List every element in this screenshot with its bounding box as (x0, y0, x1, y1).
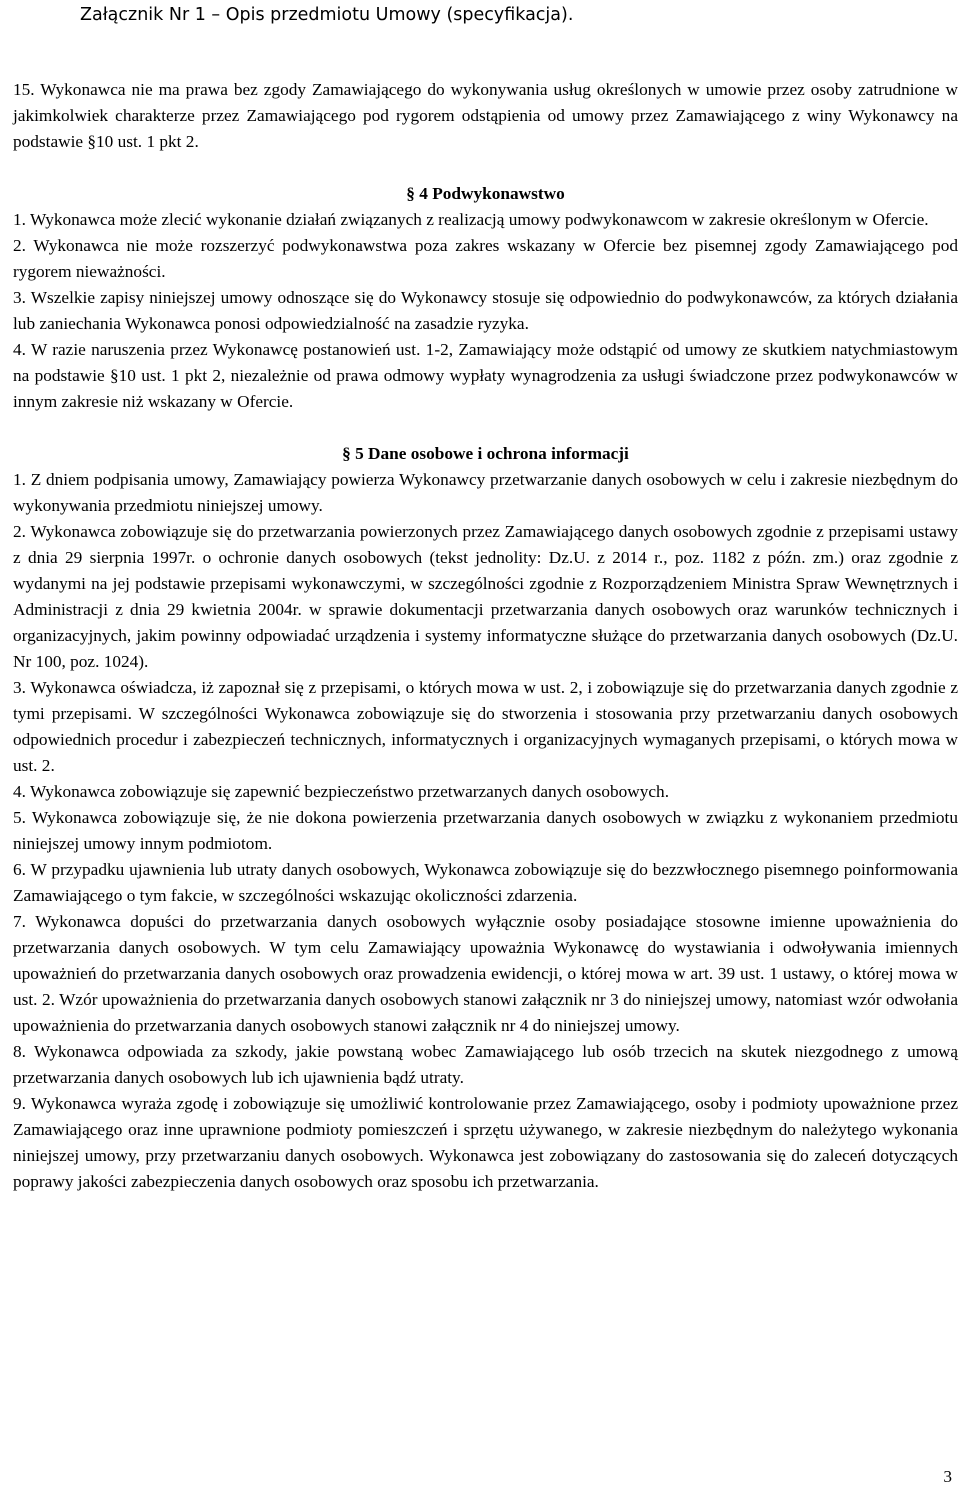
section5-item-2: 2. Wykonawca zobowiązuje się do przetwarzania powierzonych przez Zamawiającego danych osobowych zgodnie z przepisami ustawy z dnia 29 sierpnia 1997r. o ochronie danych osobowych (tekst jednolity: Dz.U. z 2014 r., poz. 1182 z późn. zm.) oraz zgodnie z wydanymi na jej podstawie przepisami wykonawczymi, w szczególności zgodnie z Rozporządzeniem Ministra Spraw Wewnętrznych i Administracji z dnia 29 kwietnia 2004r. w sprawie dokumentacji przetwarzania danych osobowych oraz warunków technicznych i organizacyjnych, jakim powinny odpowiadać urządzenia i systemy informatyczne służące do przetwarzania danych osobowych (Dz.U. Nr 100, poz. 1024). (13, 522, 958, 671)
section4-item-2: 2. Wykonawca nie może rozszerzyć podwykonawstwa poza zakres wskazany w Ofercie bez pisemnej zgody Zamawiającego pod rygorem nieważności. (13, 236, 958, 281)
section-heading-dane-osobowe: § 5 Dane osobowe i ochrona informacji (342, 444, 629, 463)
document-header: Załącznik Nr 1 – Opis przedmiotu Umowy (specyfikacja). (80, 5, 574, 25)
section5-item-7: 7. Wykonawca dopuści do przetwarzania danych osobowych wyłącznie osoby posiadające stosowne imienne upoważnienia do przetwarzania danych osobowych. W tym celu Zamawiający upoważnia Wykonawcę do wystawiania i odwoływania imiennych upoważnień do przetwarzania danych osobowych oraz prowadzenia ewidencji, o której mowa w art. 39 ust. 1 ustawy, o której mowa w ust. 2. Wzór upoważnienia do przetwarzania danych osobowych stanowi załącznik nr 3 do niniejszej umowy, natomiast wzór odwołania upoważnienia do przetwarzania danych osobowych stanowi załącznik nr 4 do niniejszej umowy. (13, 912, 958, 1035)
section4-item-4: 4. W razie naruszenia przez Wykonawcę postanowień ust. 1-2, Zamawiający może odstąpić od umowy ze skutkiem natychmiastowym na podstawie §10 ust. 1 pkt 2, niezależnie od prawa odmowy wypłaty wynagrodzenia za usługi świadczone przez podwykonawców w innym zakresie niż wskazany w Ofercie. (13, 340, 958, 411)
spacer (13, 415, 958, 441)
section4-item-3: 3. Wszelkie zapisy niniejszej umowy odnoszące się do Wykonawcy stosuje się odpowiednio do podwykonawców, za których działania lub zaniechania Wykonawca ponosi odpowiedzialność na zasadzie ryzyka. (13, 288, 958, 333)
page-number: 3 (943, 1467, 952, 1486)
section5-item-6: 6. W przypadku ujawnienia lub utraty danych osobowych, Wykonawca zobowiązuje się do bezzwłocznego pisemnego poinformowania Zamawiającego o tym fakcie, w szczególności wskazując okoliczności zdarzenia. (13, 860, 958, 905)
section5-item-4: 4. Wykonawca zobowiązuje się zapewnić bezpieczeństwo przetwarzanych danych osobowych. (13, 782, 670, 801)
section5-item-9: 9. Wykonawca wyraża zgodę i zobowiązuje się umożliwić kontrolowanie przez Zamawiającego, osoby i podmioty upoważnione przez Zamawiającego oraz inne uprawnione podmioty pomieszczeń i sprzętu używanego, w zakresie niezbędnym do należytego wykonania niniejszej umowy, przy przetwarzaniu danych osobowych. Wykonawca jest zobowiązany do zastosowania się do zaleceń dotyczących poprawy jakości zabezpieczenia danych osobowych oraz sposobu ich przetwarzania. (13, 1094, 958, 1191)
paragraph-15: 15. Wykonawca nie ma prawa bez zgody Zamawiającego do wykonywania usług określonych w umowie przez osoby zatrudnione w jakimkolwiek charakterze przez Zamawiającego pod rygorem odstąpienia od umowy przez Zamawiającego z winy Wykonawcy na podstawie §10 ust. 1 pkt 2. (13, 80, 958, 151)
section5-item-5: 5. Wykonawca zobowiązuje się, że nie dokona powierzenia przetwarzania danych osobowych w związku z wykonaniem przedmiotu niniejszej umowy innym podmiotom. (13, 808, 958, 853)
section5-item-1: 1. Z dniem podpisania umowy, Zamawiający powierza Wykonawcy przetwarzanie danych osobowych w celu i zakresie niezbędnym do wykonywania przedmiotu niniejszej umowy. (13, 470, 958, 515)
spacer (13, 155, 958, 181)
document-body (13, 77, 958, 1195)
section-heading-podwykonawstwo: § 4 Podwykonawstwo (406, 184, 565, 203)
section4-item-1: 1. Wykonawca może zlecić wykonanie działań związanych z realizacją umowy podwykonawcom w zakresie określonym w Ofercie. (13, 210, 929, 229)
section5-item-3: 3. Wykonawca oświadcza, iż zapoznał się z przepisami, o których mowa w ust. 2, i zobowiązuje się do przetwarzania danych zgodnie z tymi przepisami. W szczególności Wykonawca zobowiązuje się do stworzenia i stosowania przy przetwarzaniu danych osobowych odpowiednich procedur i zabezpieczeń technicznych, informatycznych i organizacyjnych wymaganych przepisami, o których mowa w ust. 2. (13, 678, 958, 775)
section5-item-8: 8. Wykonawca odpowiada za szkody, jakie powstaną wobec Zamawiającego lub osób trzecich na skutek niezgodnego z umową przetwarzania danych osobowych lub ich ujawnienia bądź utraty. (13, 1042, 958, 1087)
